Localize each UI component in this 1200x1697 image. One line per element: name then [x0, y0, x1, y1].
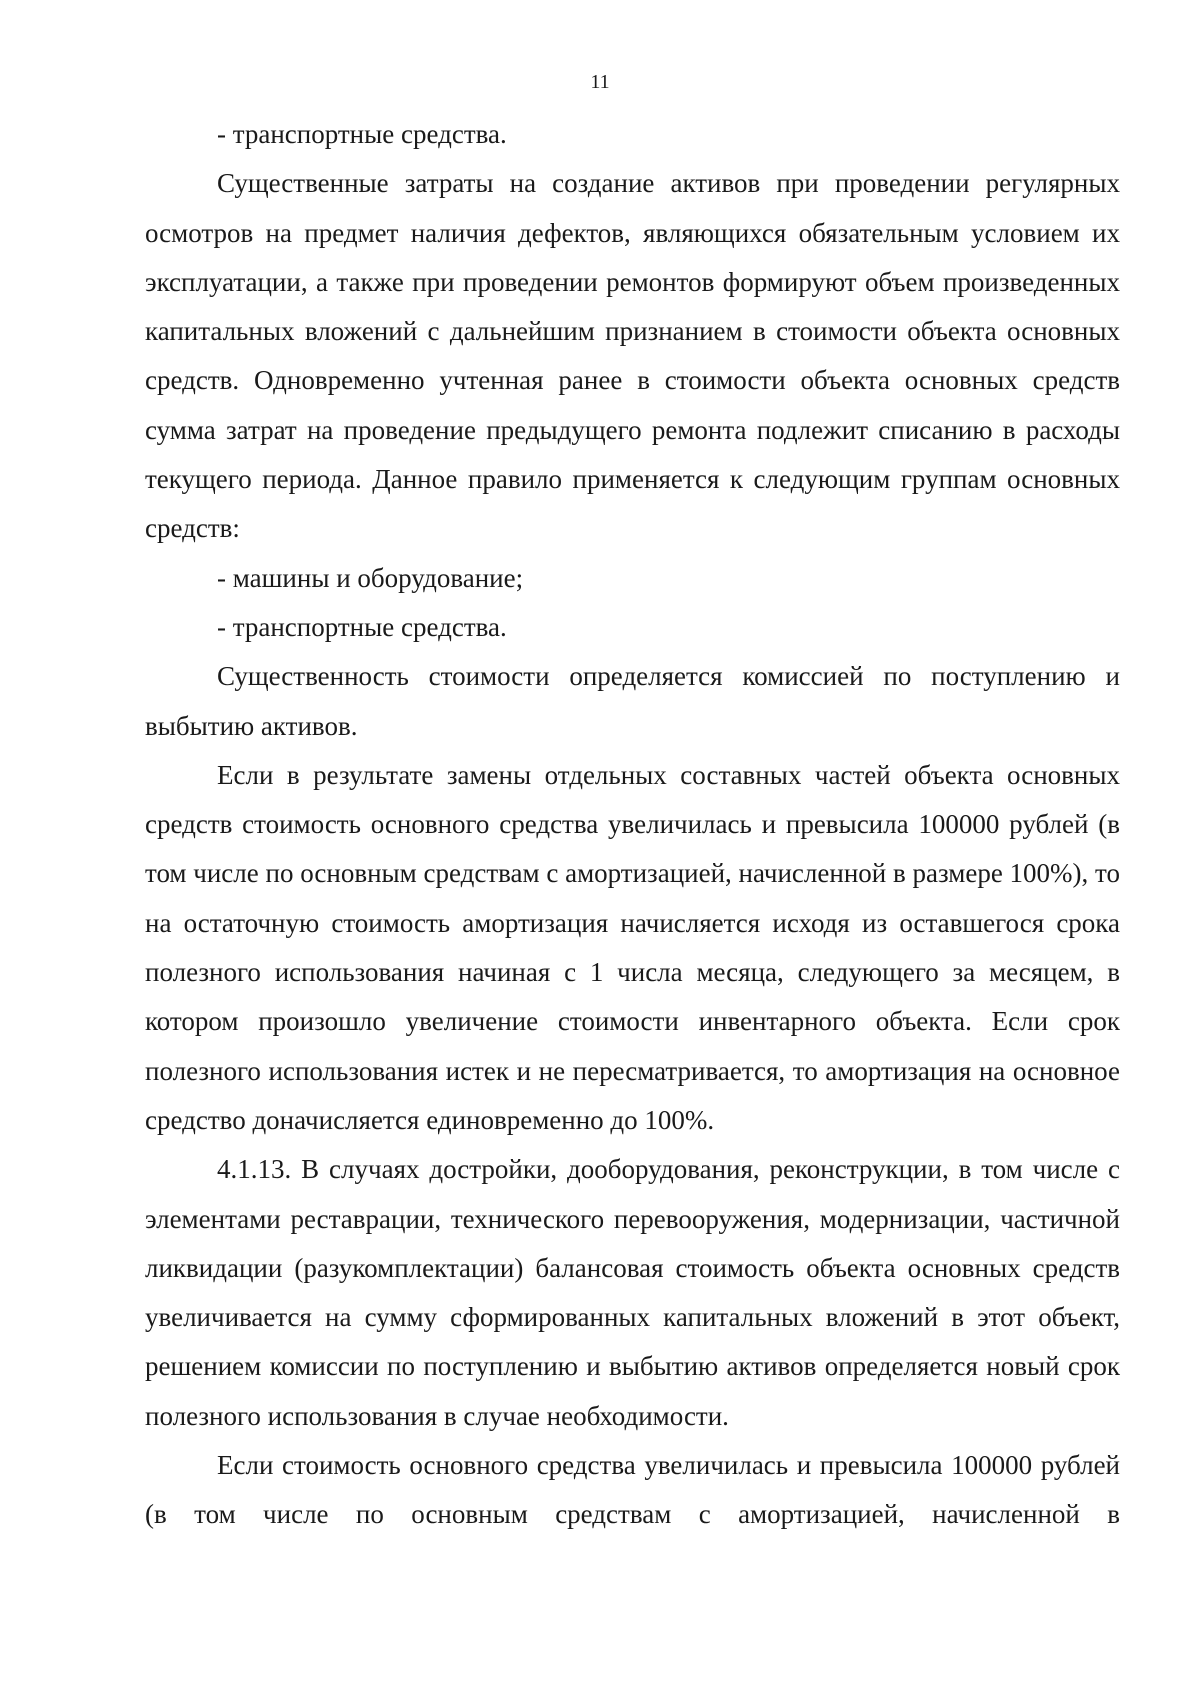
paragraph-4-1-13: 4.1.13. В случаях достройки, дооборудования, реконструкции, в том числе с элементами реставрации, технического перевооружения, модернизации, частичной ликвидации (разукомплектации) балансовая стоимость объекта основных средств увеличивается на сумму сформированных капитальных вложений в этот объект, решением комиссии по поступлению и выбытию активов определяется новый срок полезного использования в случае необходимости. — [145, 1154, 1120, 1431]
page-number: 11 — [590, 71, 610, 93]
paragraph-machines: - машины и оборудование; — [217, 562, 524, 593]
paragraph-replacement: Если в результате замены отдельных составных частей объекта основных средств стоимость основного средства увеличилась и превысила 100000 рублей (в том числе по основным средствам с амортизацией, начисленной в размере 100%), то на остаточную стоимость амортизация начисляется исходя из оставшегося срока полезного использования начиная с 1 числа месяца, следующего за месяцем, в котором произошло увеличение стоимости инвентарного объекта. Если срок полезного использования истек и не пересматривается, то амортизация на основное средство доначисляется единовременно до 100%. — [145, 759, 1120, 1135]
paragraph-capital-costs: Существенные затраты на создание активов при проведении регулярных осмотров на предмет наличия дефектов, являющихся обязательным условием их эксплуатации, а также при проведении ремонтов формируют объем произведенных капитальных вложений с дальнейшим признанием в стоимости объекта основных средств. Одновременно учтенная ранее в стоимости объекта основных средств сумма затрат на проведение предыдущего ремонта подлежит списанию в расходы текущего периода. Данное правило применяется к следующим группам основных средств: — [145, 168, 1120, 544]
paragraph-materiality: Существенность стоимости определяется комиссией по поступлению и выбытию активов. — [145, 661, 1120, 741]
paragraph-transport-2: - транспортные средства. — [217, 611, 507, 642]
document-body — [145, 110, 1120, 1540]
paragraph-cost-increase: Если стоимость основного средства увеличилась и превысила 100000 рублей (в том числе по основным средствам с амортизацией, начисленной в — [145, 1450, 1120, 1530]
paragraph-transport-1: - транспортные средства. — [217, 119, 507, 149]
